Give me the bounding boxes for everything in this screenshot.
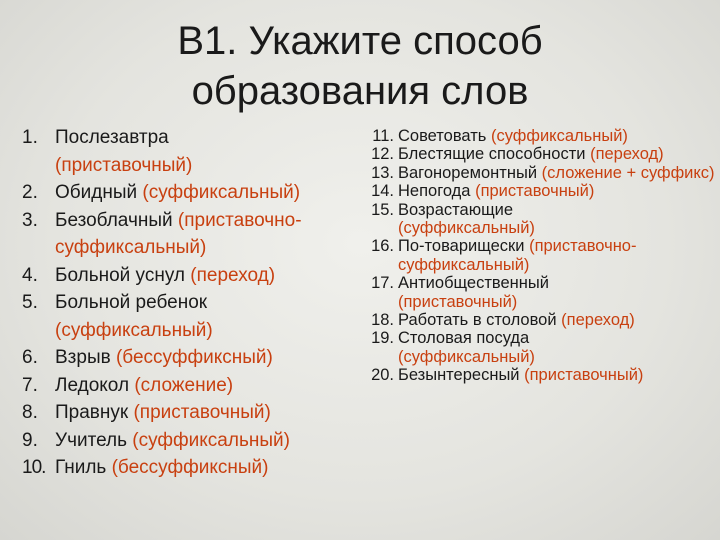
item-answer: (бессуффиксный) bbox=[115, 347, 273, 368]
item-answer: (приставочный) bbox=[524, 366, 644, 385]
item-number: 5. bbox=[22, 292, 38, 313]
title-line-2: образования слов bbox=[191, 69, 529, 113]
list-item bbox=[352, 329, 716, 366]
item-answer: (суффиксальный) bbox=[142, 182, 301, 203]
list-item bbox=[22, 207, 352, 262]
item-word: Блестящие способности bbox=[398, 145, 586, 164]
item-answer: (приставочный) bbox=[133, 402, 271, 423]
list-item bbox=[22, 427, 352, 455]
item-number: 2. bbox=[22, 182, 38, 203]
title-line-1: В1. Укажите способ bbox=[177, 19, 543, 63]
item-word: Правнук bbox=[55, 402, 129, 423]
list-item bbox=[352, 366, 716, 384]
list-item bbox=[352, 274, 716, 311]
item-answer: (бессуффиксный) bbox=[111, 457, 269, 478]
item-answer: (сложение) bbox=[134, 374, 234, 396]
item-number: 14. bbox=[371, 182, 394, 201]
item-number: 3. bbox=[22, 209, 38, 231]
item-word: Столовая посуда bbox=[398, 329, 530, 348]
item-answer: (приставочно-суффиксальный) bbox=[398, 237, 637, 274]
item-answer: (суффиксальный) bbox=[55, 319, 213, 341]
item-number: 13. bbox=[371, 163, 394, 182]
item-word: Взрыв bbox=[55, 347, 111, 368]
item-word: Послезавтра bbox=[55, 127, 169, 148]
item-answer: (приставочно-суффиксальный) bbox=[55, 209, 302, 258]
item-number: 20. bbox=[371, 366, 394, 385]
item-answer: (приставочный) bbox=[55, 154, 193, 176]
list-item bbox=[22, 262, 352, 290]
list-item bbox=[352, 237, 716, 274]
item-answer: (суффиксальный) bbox=[132, 429, 290, 451]
item-word: По-товарищески bbox=[398, 237, 525, 256]
item-number: 11. bbox=[372, 127, 394, 145]
list-item bbox=[352, 145, 716, 163]
item-answer: (суффиксальный) bbox=[398, 219, 535, 238]
item-word: Работать в столовой bbox=[398, 311, 557, 330]
item-answer: (приставочный) bbox=[398, 292, 518, 311]
item-word: Безоблачный bbox=[55, 209, 173, 231]
list-item bbox=[352, 182, 716, 200]
item-answer: (переход) bbox=[190, 264, 276, 286]
list-item bbox=[22, 344, 352, 372]
slide-title bbox=[0, 16, 720, 116]
list-item bbox=[22, 124, 352, 179]
item-number: 7. bbox=[22, 374, 38, 396]
item-word: Непогода bbox=[398, 182, 471, 201]
item-number: 4. bbox=[22, 264, 38, 286]
list-item bbox=[352, 311, 716, 329]
list-item bbox=[352, 201, 716, 238]
item-number: 1. bbox=[22, 127, 38, 148]
list-item bbox=[352, 164, 716, 182]
item-number: 6. bbox=[22, 347, 38, 368]
item-word: Вагоноремонтный bbox=[398, 163, 538, 182]
item-word: Учитель bbox=[55, 429, 127, 451]
item-word: Больной ребенок bbox=[55, 292, 208, 313]
item-word: Больной уснул bbox=[55, 264, 186, 286]
item-answer: (сложение + суффикс) bbox=[541, 163, 715, 182]
item-number: 8. bbox=[22, 402, 38, 423]
right-word-list bbox=[352, 127, 716, 385]
list-item bbox=[22, 179, 352, 207]
left-word-list bbox=[22, 124, 352, 482]
item-word: Обидный bbox=[55, 182, 138, 203]
item-answer: (переход) bbox=[561, 311, 635, 330]
item-answer: (приставочный) bbox=[475, 182, 595, 201]
item-answer: (суффиксальный) bbox=[491, 127, 628, 145]
item-number: 19. bbox=[371, 329, 394, 348]
item-word: Возрастающие bbox=[398, 200, 514, 219]
item-number: 9. bbox=[22, 429, 38, 451]
item-number: 15. bbox=[371, 200, 394, 219]
item-answer: (суффиксальный) bbox=[398, 347, 535, 366]
item-word: Ледокол bbox=[55, 374, 130, 396]
item-word: Безынтересный bbox=[398, 366, 520, 385]
item-number: 16. bbox=[371, 237, 394, 256]
item-number: 12. bbox=[371, 145, 394, 164]
list-item bbox=[22, 372, 352, 400]
list-item bbox=[22, 399, 352, 427]
list-item bbox=[22, 289, 352, 344]
item-word: Гниль bbox=[55, 457, 107, 478]
item-number: 18. bbox=[371, 311, 394, 330]
list-item bbox=[22, 454, 352, 482]
item-number: 17. bbox=[371, 274, 394, 293]
item-word: Антиобщественный bbox=[398, 274, 549, 293]
item-answer: (переход) bbox=[590, 145, 664, 164]
item-word: Советовать bbox=[398, 127, 487, 145]
item-number: 10. bbox=[22, 457, 46, 478]
list-item bbox=[352, 127, 716, 145]
